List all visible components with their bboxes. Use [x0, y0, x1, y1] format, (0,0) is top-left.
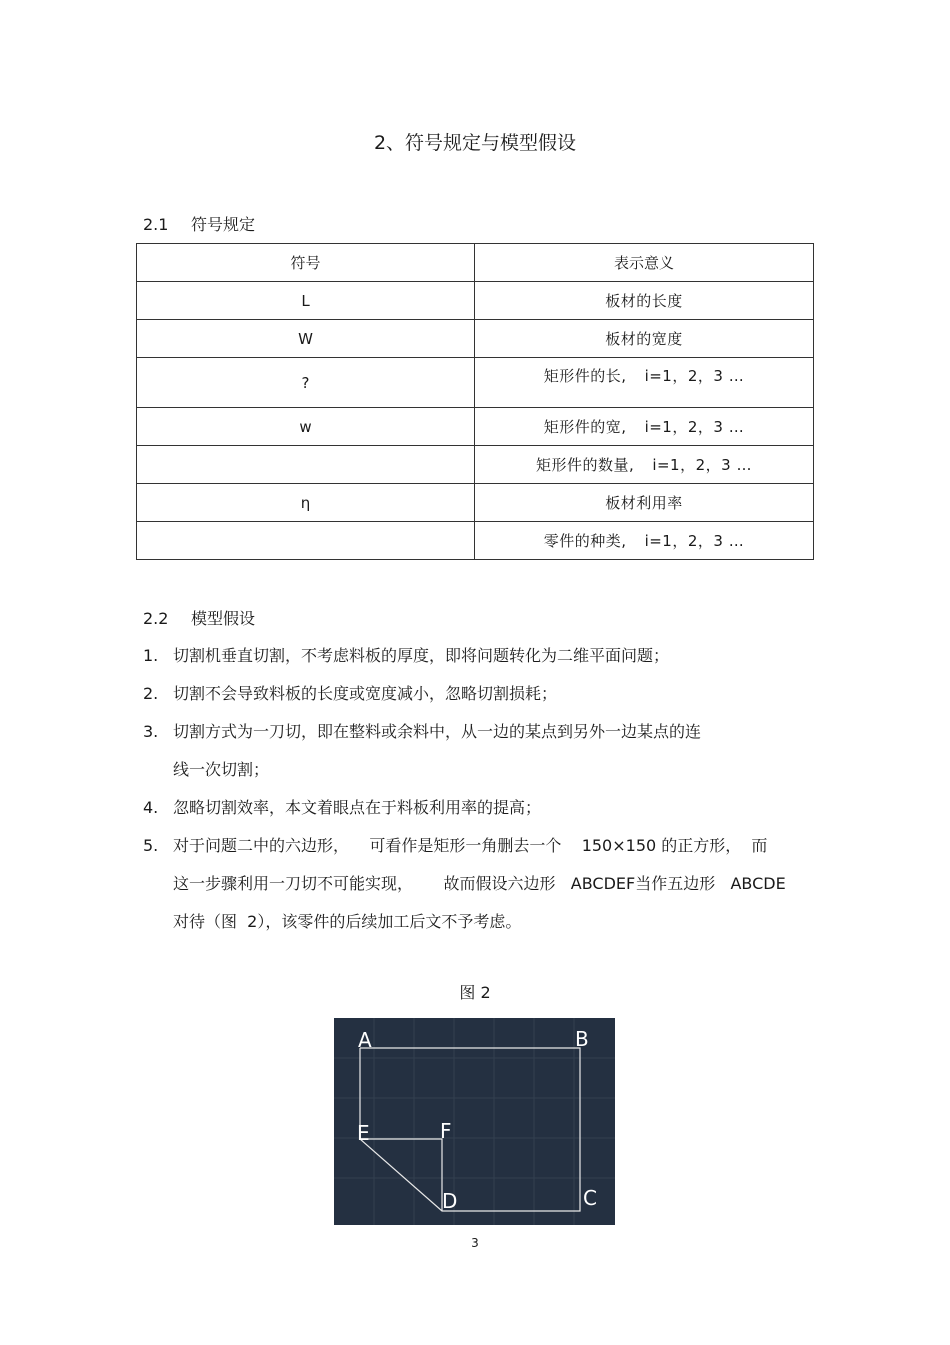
meaning-cell [475, 484, 814, 522]
label-a: A [358, 1028, 372, 1052]
section-title: 模型假设 [191, 609, 256, 628]
symbol-cell: W [137, 320, 475, 358]
meaning-cell [475, 522, 814, 560]
item-number: 1. [143, 646, 159, 665]
item-text: 忽略切割效率，本文着眼点在于料板利用率的提高； [173, 798, 542, 817]
table-row [137, 320, 814, 358]
item-number: 2. [143, 684, 159, 703]
symbol-cell [137, 522, 475, 560]
meaning-text: 矩形件的宽, [543, 418, 627, 436]
table-row [137, 522, 814, 560]
list-item [143, 789, 833, 827]
item-number: 5. [143, 836, 159, 855]
table-row [137, 446, 814, 484]
table-row [137, 408, 814, 446]
header-meaning: 表示意义 [475, 244, 814, 282]
symbol-cell [137, 446, 475, 484]
item-text: 切割方式为一刀切，即在整料或余料中，从一边的某点到另外一边某点的连 [173, 722, 702, 741]
page-title: 2、符号规定与模型假设 [373, 132, 577, 154]
table-header-row [137, 244, 814, 282]
index-range: i=1，2，3 … [644, 532, 745, 550]
label-e: E [357, 1121, 370, 1145]
section-heading-assumptions [143, 606, 255, 629]
label-b: B [575, 1027, 589, 1051]
table-row [137, 282, 814, 320]
pentagon-diagram [334, 1018, 615, 1225]
meaning-text: 板材利用率 [605, 494, 683, 512]
item-text-continued: 这一步骤利用一刀切不可能实现， 故而假设六边形 ABCDEF当作五边形 ABCDE [173, 874, 786, 893]
symbol-cell: w [137, 408, 475, 446]
item-text: 切割机垂直切割，不考虑料板的厚度，即将问题转化为二维平面问题； [173, 646, 670, 665]
symbol-cell: ? [137, 358, 475, 408]
list-item [143, 713, 833, 751]
meaning-text: 零件的种类, [543, 532, 627, 550]
symbol-cell: L [137, 282, 475, 320]
meaning-text: 板材的宽度 [605, 330, 683, 348]
section-number: 2.1 [143, 215, 169, 234]
page-number: 3 [471, 1236, 479, 1250]
figure-cad-drawing [334, 1018, 615, 1225]
item-text-continued: 对待（图 2），该零件的后续加工后文不予考虑。 [173, 912, 522, 931]
item-text: 对于问题二中的六边形， 可看作是矩形一角删去一个 150×150 的正方形， 而 [173, 836, 768, 855]
table-row [137, 484, 814, 522]
list-item [143, 637, 833, 675]
meaning-cell [475, 282, 814, 320]
list-item [143, 827, 833, 865]
label-f: F [440, 1119, 452, 1143]
symbol-cell: η [137, 484, 475, 522]
item-text: 切割不会导致料板的长度或宽度减小，忽略切割损耗； [173, 684, 558, 703]
index-range: i=1，2，3 … [644, 367, 745, 385]
section-number: 2.2 [143, 609, 169, 628]
meaning-text: 矩形件的数量, [536, 456, 635, 474]
header-symbol: 符号 [137, 244, 475, 282]
label-c: C [583, 1186, 597, 1210]
symbol-table [136, 243, 814, 560]
figure-background [334, 1018, 615, 1225]
label-d: D [442, 1189, 458, 1213]
item-number: 3. [143, 722, 159, 741]
index-range: i=1，2，3 … [652, 456, 752, 474]
item-number: 4. [143, 798, 159, 817]
section-heading-symbols [143, 212, 255, 235]
meaning-cell [475, 320, 814, 358]
meaning-cell [475, 408, 814, 446]
meaning-text: 板材的长度 [605, 292, 683, 310]
table-row [137, 358, 814, 408]
list-item [143, 675, 833, 713]
index-range: i=1，2，3 … [644, 418, 745, 436]
meaning-text: 矩形件的长, [543, 367, 627, 385]
assumption-list [143, 637, 833, 941]
figure-caption: 图 2 [459, 983, 491, 1002]
item-text-continued: 线一次切割； [173, 760, 270, 779]
meaning-cell [475, 358, 814, 408]
section-title: 符号规定 [191, 215, 256, 234]
meaning-cell [475, 446, 814, 484]
